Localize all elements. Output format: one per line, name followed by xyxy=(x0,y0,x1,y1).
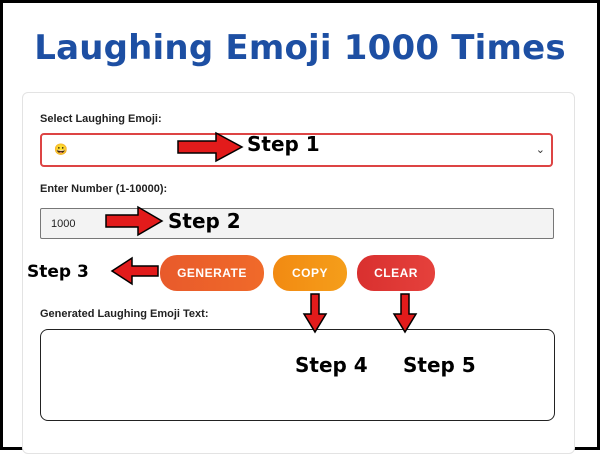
step-4-label: Step 4 xyxy=(295,353,368,377)
arrow-down-icon xyxy=(392,292,418,334)
output-label: Generated Laughing Emoji Text: xyxy=(40,308,209,320)
step-2-label: Step 2 xyxy=(168,209,241,233)
step-3-label: Step 3 xyxy=(27,262,89,282)
copy-button[interactable]: COPY xyxy=(273,255,347,291)
page-title: Laughing Emoji 1000 Times xyxy=(34,28,566,68)
arrow-right-icon xyxy=(176,131,246,163)
arrow-left-icon xyxy=(110,256,160,286)
step-1-label: Step 1 xyxy=(247,132,320,156)
selected-emoji: 😀 xyxy=(54,144,68,156)
arrow-right-icon xyxy=(104,205,166,237)
step-5-label: Step 5 xyxy=(403,353,476,377)
number-input-label: Enter Number (1-10000): xyxy=(40,183,168,195)
number-input[interactable]: 1000 xyxy=(40,208,554,239)
generate-button[interactable]: GENERATE xyxy=(160,255,264,291)
emoji-select-label: Select Laughing Emoji: xyxy=(40,113,162,125)
clear-button[interactable]: CLEAR xyxy=(357,255,435,291)
arrow-down-icon xyxy=(302,292,328,334)
chevron-down-icon: ⌄ xyxy=(535,144,545,156)
